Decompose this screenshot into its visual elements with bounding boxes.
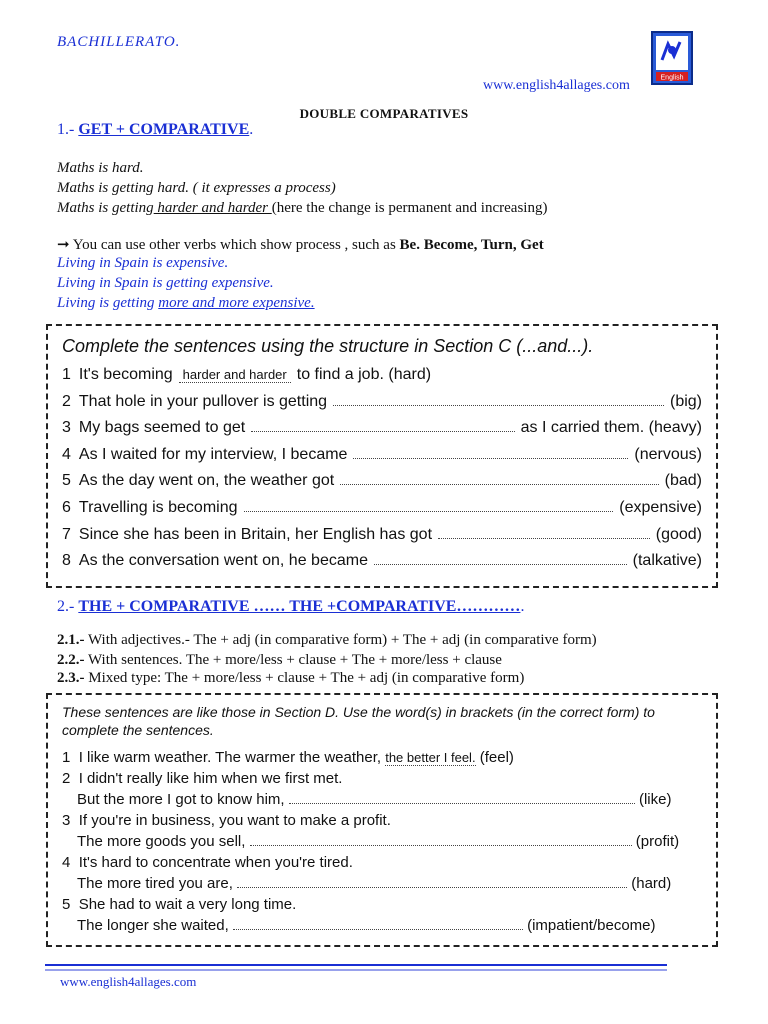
exercise2-row2-b: But the more I got to know him, (like)	[77, 791, 672, 808]
exercise1-row	[62, 446, 702, 464]
exercise1-row-number: 7	[62, 525, 71, 543]
section1-example2: Living in Spain is getting expensive.	[57, 275, 274, 291]
header-level-label: BACHILLERATO.	[57, 34, 181, 50]
exercise1-row-blank[interactable]	[333, 395, 664, 406]
exercise1-row	[62, 499, 702, 517]
exercise1-instruction: Complete the sentences using the structure in Section C (...and...).	[62, 336, 594, 356]
footer-rule-secondary	[45, 969, 667, 971]
section1-note: ➞ You can use other verbs which show process , such as Be. Become, Turn, Get	[57, 237, 544, 253]
exercise1-row-number: 5	[62, 472, 71, 490]
section1-example1: Living in Spain is expensive.	[57, 255, 229, 271]
exercise2-blank4[interactable]	[237, 877, 627, 888]
exercise1-row-blank[interactable]: harder and harder	[179, 367, 291, 383]
exercise1-row-hint: (good)	[655, 525, 702, 543]
exercise1-row-hint: to find a job. (hard)	[296, 366, 432, 383]
exercise2-row5-b: The longer she waited, (impatient/become)	[77, 917, 656, 934]
exercise1-row-prompt: As I waited for my interview, I became	[78, 445, 348, 463]
header-url-link[interactable]: www.english4allages.com	[483, 78, 630, 93]
exercise1-row-hint: (bad)	[664, 472, 702, 490]
exercise2-instruction-line1: These sentences are like those in Section D. Use the word(s) in brackets (in the correct form) to	[62, 704, 655, 720]
exercise1-row-number: 2	[62, 392, 71, 410]
exercise1-row-number: 1	[62, 366, 71, 383]
exercise1-row	[62, 526, 702, 544]
section1-line2: Maths is getting hard. ( it expresses a process)	[57, 180, 336, 196]
section1-example3: Living is getting more and more expensive.	[57, 295, 315, 311]
exercise1-row	[62, 366, 702, 384]
exercise1-row-prompt: It's becoming	[78, 366, 173, 383]
exercise1-row-hint: (talkative)	[632, 552, 702, 570]
section1-heading: 1.- GET + COMPARATIVE.	[57, 121, 254, 138]
footer-url-link[interactable]: www.english4allages.com	[60, 974, 197, 989]
exercise1-row-number: 6	[62, 499, 71, 516]
exercise2-blank3[interactable]	[250, 835, 632, 846]
exercise1-row-blank[interactable]	[353, 448, 628, 459]
exercise1-row-hint: (expensive)	[619, 499, 702, 516]
exercise1-row-number: 8	[62, 552, 71, 570]
exercise1-row-blank[interactable]	[244, 501, 614, 512]
exercise1-row-blank[interactable]	[374, 554, 627, 565]
section2-rule2: 2.2.- With sentences. The + more/less + clause + The + more/less + clause	[57, 652, 502, 668]
footer-rule	[45, 964, 667, 966]
exercise2-blank2[interactable]	[289, 793, 635, 804]
exercise2-instruction-line2: complete the sentences.	[62, 722, 214, 738]
exercise1-row-hint: (big)	[669, 392, 702, 410]
section1-line1: Maths is hard.	[57, 160, 144, 176]
exercise2-row4-b: The more tired you are, (hard)	[77, 875, 672, 892]
document-title: DOUBLE COMPARATIVES	[299, 106, 469, 121]
exercise1-row-prompt: As the conversation went on, he became	[78, 552, 368, 570]
exercise2-row3-a: 3 If you're in business, you want to make a profit.	[62, 812, 391, 829]
exercise2-blank5[interactable]	[233, 919, 523, 930]
exercise2-row4-a: 4 It's hard to concentrate when you're tired.	[62, 854, 353, 871]
exercise1-row-hint: (nervous)	[634, 445, 702, 463]
exercise2-row3-b: The more goods you sell, (profit)	[77, 833, 680, 850]
exercise1-row-number: 3	[62, 419, 71, 437]
section2-rule3: 2.3.- Mixed type: The + more/less + clause + The + adj (in comparative form)	[57, 670, 525, 686]
exercise1-row	[62, 419, 702, 437]
exercise1-row-prompt: Since she has been in Britain, her English has got	[78, 525, 433, 543]
arrow-right-icon: ➞	[57, 237, 70, 253]
english-logo-icon	[650, 30, 694, 86]
svg-text:English: English	[660, 74, 684, 82]
exercise1-row-prompt: That hole in your pullover is getting	[78, 392, 328, 410]
exercise2-row5-a: 5 She had to wait a very long time.	[62, 896, 297, 913]
exercise1-row	[62, 552, 702, 570]
section1-line3: Maths is getting harder and harder (here the change is permanent and increasing)	[57, 200, 548, 216]
exercise2-row1: 1 I like warm weather. The warmer the weather, the better I feel. (feel)	[62, 749, 514, 766]
exercise1-row-prompt: Travelling is becoming	[78, 499, 238, 516]
exercise2-answer1[interactable]: the better I feel.	[385, 750, 476, 765]
exercise1-row-blank[interactable]	[438, 528, 650, 539]
exercise1-row	[62, 393, 702, 411]
exercise1-row-number: 4	[62, 445, 71, 463]
exercise1-row-hint: as I carried them. (heavy)	[520, 419, 702, 437]
exercise1-row-blank[interactable]	[340, 474, 658, 485]
section2-heading: 2.- THE + COMPARATIVE …… THE +COMPARATIVE………….	[57, 598, 525, 615]
exercise1-row-prompt: My bags seemed to get	[78, 419, 246, 437]
exercise1-row-blank[interactable]	[251, 421, 514, 432]
exercise2-row2-a: 2 I didn't really like him when we first met.	[62, 770, 343, 787]
section2-rule1: 2.1.- With adjectives.- The + adj (in comparative form) + The + adj (in comparative form)	[57, 632, 597, 648]
exercise1-row	[62, 472, 702, 490]
exercise1-row-prompt: As the day went on, the weather got	[78, 472, 335, 490]
